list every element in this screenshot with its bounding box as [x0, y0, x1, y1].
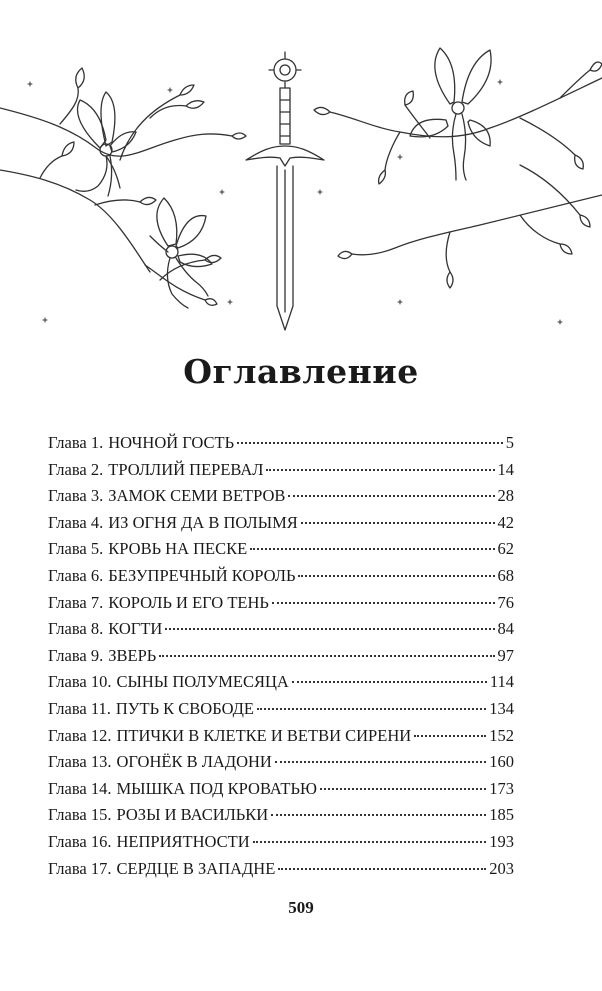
- chapter-number: Глава 11.: [48, 698, 111, 718]
- toc-entry[interactable]: [48, 566, 514, 593]
- toc-entry[interactable]: [48, 805, 514, 832]
- dot-leader: [320, 788, 486, 790]
- chapter-page-number: 84: [497, 619, 514, 639]
- chapter-page-number: 76: [497, 592, 514, 612]
- dot-leader: [159, 655, 494, 657]
- toc-entry[interactable]: [48, 619, 514, 646]
- chapter-title: ОГОНЁК В ЛАДОНИ: [116, 752, 272, 772]
- chapter-number: Глава 7.: [48, 592, 104, 612]
- toc-entry-label: [48, 566, 295, 586]
- toc-entry[interactable]: [48, 513, 514, 540]
- chapter-title: ПУТЬ К СВОБОДЕ: [115, 698, 255, 718]
- chapter-title: КРОВЬ НА ПЕСКЕ: [108, 539, 248, 559]
- chapter-page-number: 173: [489, 778, 514, 798]
- chapter-number: Глава 2.: [48, 459, 104, 479]
- chapter-page-number: 152: [489, 725, 514, 745]
- dot-leader: [253, 841, 487, 843]
- dot-leader: [271, 814, 486, 816]
- dot-leader: [288, 495, 494, 497]
- toc-entry[interactable]: [48, 752, 514, 779]
- chapter-title: МЫШКА ПОД КРОВАТЬЮ: [116, 778, 317, 798]
- chapter-number: Глава 9.: [48, 645, 104, 665]
- chapter-title: НОЧНОЙ ГОСТЬ: [108, 433, 235, 452]
- chapter-title: РОЗЫ И ВАСИЛЬКИ: [116, 805, 269, 825]
- toc-entry-label: [48, 619, 162, 639]
- toc-entry-label: [48, 593, 269, 613]
- chapter-page-number: 97: [497, 645, 514, 665]
- toc-entry[interactable]: [48, 486, 514, 513]
- dot-leader: [298, 575, 494, 577]
- chapter-title: СЕРДЦЕ В ЗАПАДНЕ: [116, 858, 276, 878]
- chapter-title: СЫНЫ ПОЛУМЕСЯЦА: [116, 672, 289, 692]
- fairy-left-bottom: [150, 198, 212, 308]
- chapter-title: КОРОЛЬ И ЕГО ТЕНЬ: [108, 592, 269, 612]
- chapter-title: КОГТИ: [108, 619, 163, 639]
- chapter-title: ЗВЕРЬ: [108, 645, 157, 665]
- chapter-page-number: 14: [497, 459, 514, 479]
- chapter-page-number: 28: [497, 486, 514, 506]
- chapter-title: НЕПРИЯТНОСТИ: [116, 831, 250, 851]
- dot-leader: [237, 442, 503, 444]
- toc-entry[interactable]: [48, 593, 514, 620]
- dot-leader: [275, 761, 486, 763]
- toc-entry-label: [48, 646, 156, 666]
- chapter-number: Глава 5.: [48, 539, 104, 559]
- chapter-page-number: 42: [497, 512, 514, 532]
- chapter-page-number: 160: [489, 752, 514, 772]
- page-number: 509: [288, 898, 314, 917]
- chapter-number: Глава 15.: [48, 805, 112, 825]
- chapter-number: Глава 8.: [48, 619, 104, 639]
- toc-entry[interactable]: [48, 859, 514, 886]
- chapter-page-number: 62: [497, 539, 514, 559]
- fairy-right: [410, 48, 491, 180]
- header-illustration: [0, 0, 602, 345]
- toc-entry[interactable]: [48, 832, 514, 859]
- chapter-number: Глава 10.: [48, 672, 112, 692]
- page-title: Оглавление: [183, 352, 419, 391]
- chapter-page-number: 203: [489, 858, 514, 878]
- toc-entry[interactable]: [48, 672, 514, 699]
- toc-entry[interactable]: [48, 699, 514, 726]
- dot-leader: [250, 548, 494, 550]
- dot-leader: [257, 708, 486, 710]
- chapter-title: ПТИЧКИ В КЛЕТКЕ И ВЕТВИ СИРЕНИ: [116, 725, 412, 745]
- chapter-page-number: 193: [489, 831, 514, 851]
- chapter-number: Глава 14.: [48, 778, 112, 798]
- chapter-number: Глава 4.: [48, 512, 104, 532]
- dot-leader: [301, 522, 495, 524]
- toc-entry[interactable]: [48, 646, 514, 673]
- toc-entry[interactable]: [48, 460, 514, 487]
- chapter-number: Глава 17.: [48, 858, 112, 878]
- toc-entry-label: [48, 859, 275, 879]
- toc-entry[interactable]: [48, 779, 514, 806]
- chapter-number: Глава 12.: [48, 725, 112, 745]
- dot-leader: [266, 469, 494, 471]
- chapter-number: Глава 6.: [48, 565, 104, 585]
- chapter-number: Глава 13.: [48, 752, 112, 772]
- toc-entry-label: [48, 699, 254, 719]
- chapter-page-number: 68: [497, 565, 514, 585]
- chapter-page-number: 114: [489, 672, 514, 692]
- toc-entry-label: [48, 539, 247, 559]
- dot-leader: [414, 735, 486, 737]
- toc-entry[interactable]: [48, 726, 514, 753]
- toc-entry-label: [48, 513, 298, 533]
- toc-entry-label: [48, 779, 317, 799]
- toc-entry-label: [48, 805, 268, 825]
- chapter-page-number: 134: [489, 698, 514, 718]
- toc-entry-label: [48, 832, 250, 852]
- chapter-title: БЕЗУПРЕЧНЫЙ КОРОЛЬ: [108, 565, 296, 585]
- toc-entry-label: [48, 726, 411, 746]
- dot-leader: [278, 868, 486, 870]
- sword-illustration: [246, 52, 324, 330]
- chapter-page-number: 5: [505, 433, 514, 452]
- dot-leader: [165, 628, 494, 630]
- left-branch: [0, 108, 232, 156]
- dot-leader: [292, 681, 487, 683]
- table-of-contents: [48, 433, 514, 885]
- chapter-number: Глава 16.: [48, 831, 112, 851]
- toc-entry-label: [48, 460, 263, 480]
- dot-leader: [272, 602, 495, 604]
- toc-entry-label: [48, 672, 289, 692]
- toc-entry[interactable]: [48, 433, 514, 460]
- chapter-title: ЗАМОК СЕМИ ВЕТРОВ: [108, 486, 286, 506]
- toc-entry-label: [48, 433, 234, 453]
- chapter-title: ИЗ ОГНЯ ДА В ПОЛЫМЯ: [108, 512, 298, 532]
- toc-entry-label: [48, 752, 272, 772]
- right-branch: [330, 78, 602, 137]
- chapter-number: Глава 3.: [48, 486, 104, 506]
- chapter-page-number: 185: [489, 805, 514, 825]
- toc-entry[interactable]: [48, 539, 514, 566]
- toc-entry-label: [48, 486, 285, 506]
- chapter-title: ТРОЛЛИЙ ПЕРЕВАЛ: [108, 459, 264, 479]
- chapter-number: Глава 1.: [48, 433, 104, 452]
